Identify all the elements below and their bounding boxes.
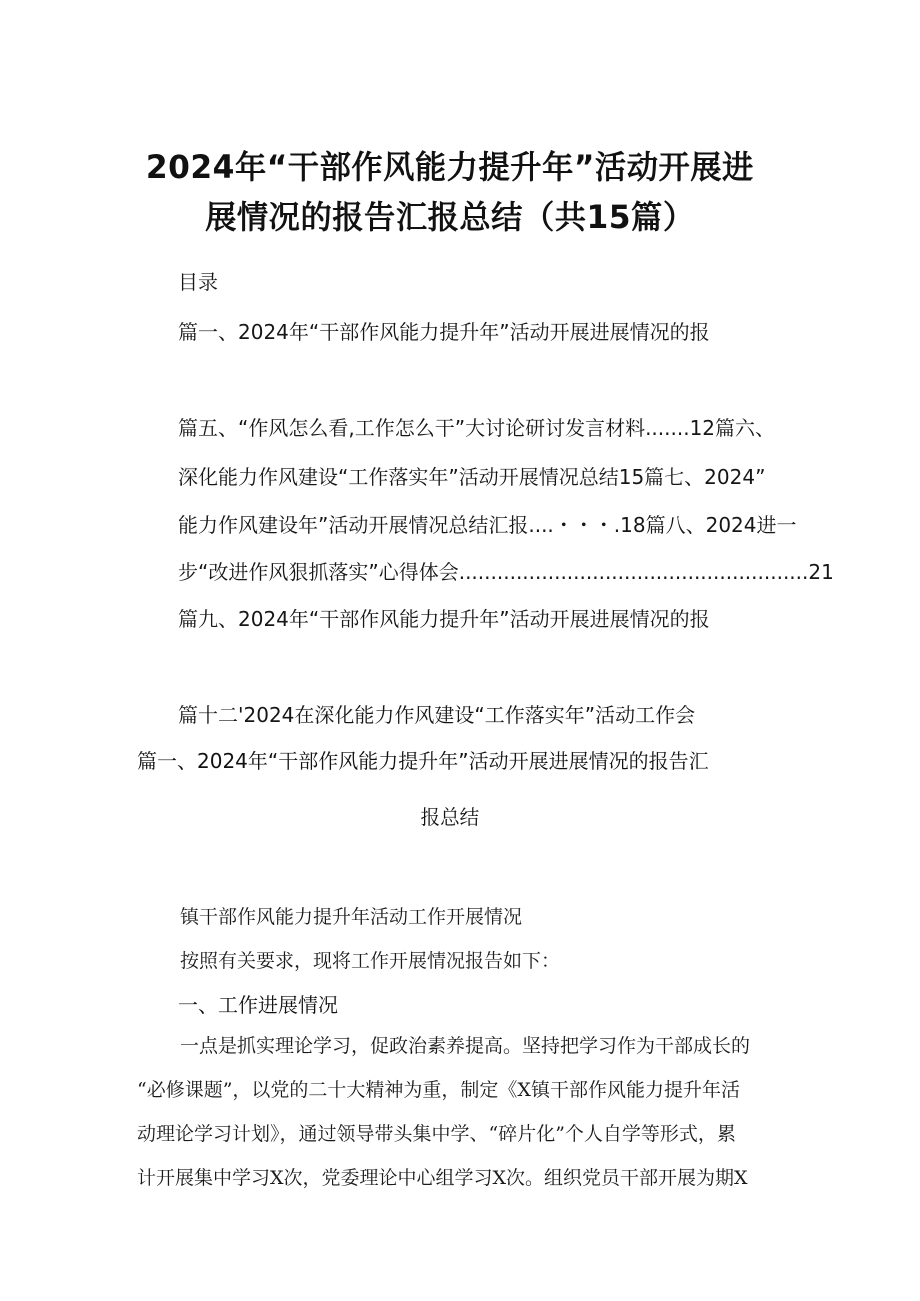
toc-line: 篇十二'2024在深化能力作风建设“工作落实年”活动工作会: [178, 703, 696, 727]
toc-heading: 目录: [178, 270, 218, 294]
body-paragraph-line: 计开展集中学习X次，党委理论中心组学习X次。组织党员干部开展为期X: [137, 1167, 748, 1189]
document-title-line-1: 2024年“干部作风能力提升年”活动开展进: [145, 148, 754, 186]
body-paragraph-line: “必修课题”，以党的二十大精神为重，制定《X镇干部作风能力提升年活: [137, 1079, 740, 1101]
body-paragraph-line: 动理论学习计划》，通过领导带头集中学、“碎片化”个人自学等形式，累: [137, 1123, 736, 1145]
toc-line: 篇九、2024年“干部作风能力提升年”活动开展进展情况的报: [178, 607, 710, 631]
body-intro: 按照有关要求，现将工作开展情况报告如下：: [180, 950, 561, 972]
article-heading-line-2: 报总结: [420, 805, 480, 829]
section-title: 一、工作进展情况: [178, 993, 338, 1017]
document-title-line-2: 展情况的报告汇报总结（共15篇）: [205, 198, 695, 236]
article-heading-line-1: 篇一、2024年“干部作风能力提升年”活动开展进展情况的报告汇: [137, 749, 709, 773]
toc-line: 篇一、2024年“干部作风能力提升年”活动开展进展情况的报: [178, 320, 710, 344]
toc-line: 步“改进作风狠抓落实”心得体会.......................................................21: [178, 560, 834, 584]
body-subtitle: 镇干部作风能力提升年活动工作开展情况: [180, 906, 523, 928]
toc-line: 能力作风建设年”活动开展情况总结汇报....・・・.18篇八、2024进一: [178, 513, 797, 537]
body-paragraph-line: 一点是抓实理论学习，促政治素养提高。坚持把学习作为干部成长的: [180, 1035, 751, 1057]
toc-line: 深化能力作风建设“工作落实年”活动开展情况总结15篇七、2024”: [178, 465, 766, 489]
toc-line: 篇五、“作风怎么看,工作怎么干”大讨论研讨发言材料.......12篇六、: [178, 416, 776, 440]
